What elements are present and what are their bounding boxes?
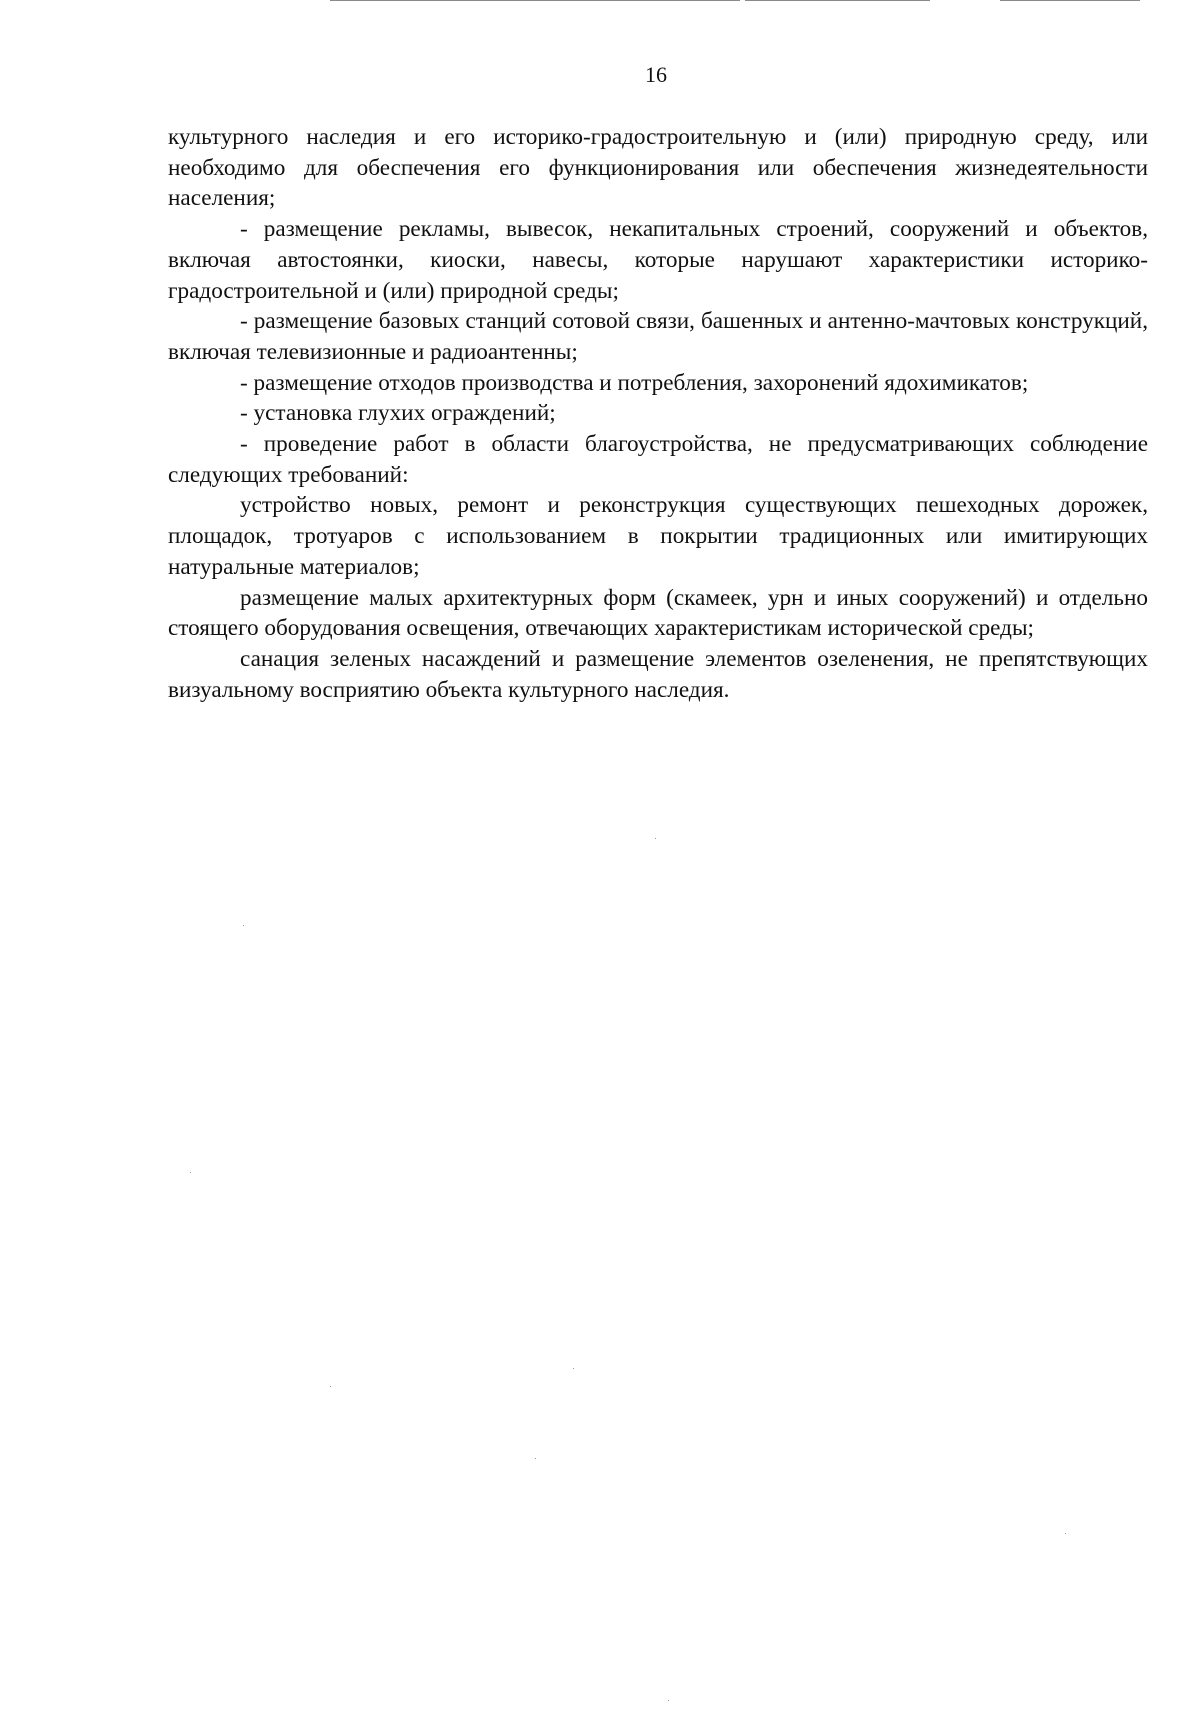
scan-speck bbox=[535, 1458, 536, 1459]
list-item-waste: - размещение отходов производства и потребления, захоронений ядохимикатов; bbox=[240, 369, 1029, 396]
scan-edge-line bbox=[330, 0, 740, 1]
list-item-fences: - установка глухих ограждений; bbox=[240, 400, 556, 427]
scan-speck bbox=[243, 925, 244, 926]
scan-speck bbox=[1065, 1533, 1066, 1534]
list-item-advertising: - размещение рекламы, вывесок, некапитальных строений, сооружений и объектов, включая автостоянки, киоски, навесы, которые нарушают характеристики историко-градостроительной и (или) природной среды; bbox=[168, 216, 1148, 304]
scan-speck bbox=[573, 1368, 574, 1369]
page-number: 16 bbox=[645, 62, 667, 87]
scan-speck bbox=[190, 1172, 191, 1173]
list-item-landscaping: - проведение работ в области благоустройства, не предусматривающих соблюдение следующих требований: bbox=[168, 431, 1148, 488]
scan-speck bbox=[655, 838, 656, 839]
paragraph-continuation: культурного наследия и его историко-градостроительную и (или) природную среду, или необходимо для обеспечения его функционирования или обеспечения жизнедеятельности населения; bbox=[168, 124, 1148, 212]
requirement-greenery: санация зеленых насаждений и размещение элементов озеленения, не препятствующих визуальному восприятию объекта культурного наследия. bbox=[168, 645, 1148, 703]
list-item-base-stations: - размещение базовых станций сотовой связи, башенных и антенно-мачтовых конструкций, включая телевизионные и радиоантенны; bbox=[168, 308, 1148, 365]
scan-speck bbox=[668, 1700, 669, 1701]
scan-edge-line bbox=[1000, 0, 1140, 1]
scan-speck bbox=[330, 1386, 331, 1387]
requirement-small-forms: размещение малых архитектурных форм (скамеек, урн и иных сооружений) и отдельно стоящего оборудования освещения, отвечающих характеристикам исторической среды; bbox=[168, 584, 1148, 642]
requirement-paths: устройство новых, ремонт и реконструкция существующих пешеходных дорожек, площадок, тротуаров с использованием в покрытии традиционных или имитирующих натуральные материалов; bbox=[168, 492, 1148, 580]
document-body bbox=[168, 122, 1148, 705]
scan-edge-line bbox=[745, 0, 930, 1]
